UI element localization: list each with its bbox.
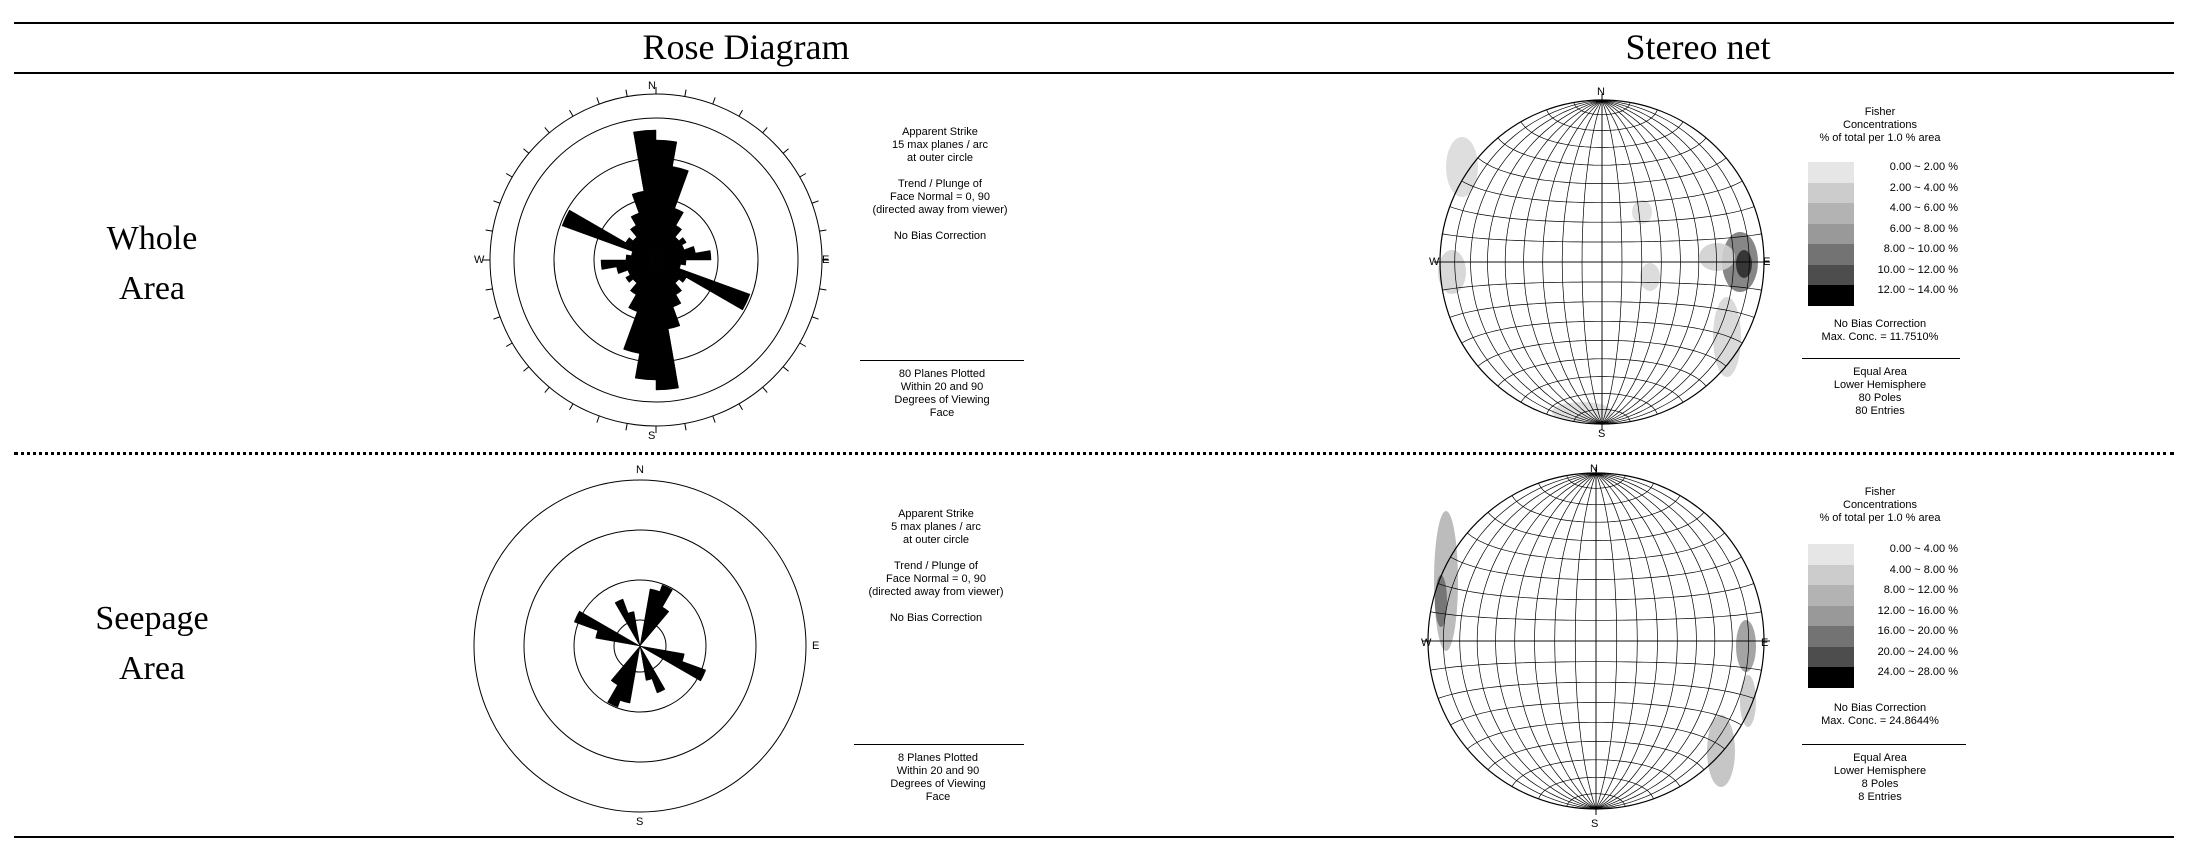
rose1-north-label: N — [648, 80, 656, 92]
footer-line: 80 Poles — [1858, 392, 1902, 404]
rose2-footer — [856, 752, 1020, 804]
note-line: Max. Conc. = 11.7510% — [1821, 331, 1939, 343]
info-line — [860, 217, 1020, 230]
footer-line: 8 Planes Plotted — [897, 752, 979, 764]
legend-title-line: Concentrations — [1843, 499, 1917, 511]
rose1-tick — [545, 387, 549, 392]
rose1-tick — [523, 367, 528, 371]
rose1-footer — [860, 368, 1024, 420]
stereo1-density-blob — [1640, 263, 1660, 291]
footer-line: Lower Hemisphere — [1833, 765, 1927, 777]
stereo1-notes — [1800, 318, 1960, 344]
legend-swatch — [1808, 626, 1854, 647]
stereo2-legend-title — [1800, 486, 1960, 525]
footer-line: Face — [925, 791, 951, 803]
stereo2-density-blob — [1736, 620, 1756, 672]
rose1-tick — [597, 416, 599, 423]
rose2-info — [856, 508, 1016, 625]
stereo2-density-blob — [1707, 715, 1735, 787]
info-line: Trend / Plunge of — [898, 178, 982, 190]
stereo2-density-blob — [1740, 675, 1756, 727]
footer-line: 80 Entries — [1855, 405, 1905, 417]
info-line: at outer circle — [902, 534, 970, 546]
info-line: 5 max planes / arc — [891, 521, 981, 533]
legend-label: 12.00 ~ 16.00 % — [1877, 604, 1958, 617]
rose1-group — [483, 87, 829, 433]
rose1-tick — [763, 387, 767, 392]
rose1-tick — [800, 174, 806, 178]
rose1-tick — [486, 230, 493, 231]
rose1-tick — [819, 289, 826, 290]
legend-label: 6.00 ~ 8.00 % — [1889, 222, 1958, 235]
legend-swatch — [1808, 162, 1854, 183]
rose1-tick — [506, 174, 512, 178]
legend-label: 4.00 ~ 8.00 % — [1889, 563, 1958, 576]
footer-line: Degrees of Viewing — [894, 394, 990, 406]
rose2-north-label: N — [636, 464, 644, 476]
row-label-line: Seepage — [95, 600, 209, 637]
rose1-tick — [626, 90, 627, 97]
legend-swatch — [1808, 667, 1854, 688]
rose1-tick — [570, 404, 574, 410]
rose1-tick — [493, 201, 500, 203]
stereo2-density-blob — [1435, 575, 1447, 627]
rose1-tick — [626, 423, 627, 430]
rose1-tick — [685, 90, 686, 97]
rose2-group — [474, 480, 806, 812]
stereo2-footer — [1800, 752, 1960, 804]
rose2-footer-rule — [854, 744, 1024, 745]
row-label-line: Whole — [106, 220, 198, 257]
stereo2-notes — [1800, 702, 1960, 728]
legend-swatch — [1808, 224, 1854, 245]
info-line: at outer circle — [906, 152, 974, 164]
legend-label: 10.00 ~ 12.00 % — [1877, 263, 1958, 276]
rose1-tick — [819, 230, 826, 231]
footer-line: Within 20 and 90 — [900, 381, 984, 393]
info-line: (directed away from viewer) — [872, 204, 1008, 216]
legend-swatch — [1808, 285, 1854, 306]
footer-line: Face — [929, 407, 955, 419]
rose1-tick — [545, 127, 549, 132]
rose2-south-label: S — [636, 816, 644, 828]
stereo2-east-label: E — [1761, 637, 1769, 649]
rose1-tick — [506, 343, 512, 347]
footer-line: 80 Planes Plotted — [898, 368, 986, 380]
rose2-east-label: E — [812, 640, 820, 652]
legend-title-line: Fisher — [1864, 106, 1896, 118]
rose1-tick — [713, 97, 715, 104]
info-line: 15 max planes / arc — [892, 139, 988, 151]
stereo1-east-label: E — [1763, 256, 1771, 268]
info-line: Face Normal = 0, 90 — [890, 191, 990, 203]
legend-swatch — [1808, 183, 1854, 204]
legend-label: 0.00 ~ 2.00 % — [1889, 161, 1958, 173]
rose1-tick — [493, 317, 500, 319]
legend-swatch — [1808, 544, 1854, 565]
stereo2-south-label: S — [1591, 818, 1599, 830]
footer-line: Lower Hemisphere — [1833, 379, 1927, 391]
legend-label: 12.00 ~ 14.00 % — [1877, 284, 1958, 296]
info-line: (directed away from viewer) — [868, 586, 1004, 598]
stereo2-north-label: N — [1590, 463, 1598, 475]
row-label-line: Area — [118, 270, 186, 307]
rose1-tick — [763, 127, 767, 132]
rose1-footer-rule — [860, 360, 1024, 361]
info-line: Trend / Plunge of — [894, 560, 978, 572]
stereo1-north-label: N — [1597, 86, 1605, 98]
stereo1-density-blob — [1736, 250, 1752, 278]
legend-label: 2.00 ~ 4.00 % — [1889, 181, 1958, 194]
footer-line: Within 20 and 90 — [896, 765, 980, 777]
row-label-line: Area — [118, 650, 186, 687]
legend-swatch — [1808, 585, 1854, 606]
stereo2-footer-rule — [1802, 744, 1966, 745]
note-line: No Bias Correction — [1833, 702, 1927, 714]
footer-line: Equal Area — [1853, 366, 1907, 378]
stereo1-west-label: W — [1429, 256, 1440, 268]
stereo1-south-label: S — [1598, 428, 1606, 440]
legend-label: 8.00 ~ 12.00 % — [1883, 584, 1958, 596]
stereo1-footer — [1800, 366, 1960, 418]
footer-line: 8 Entries — [1858, 791, 1902, 803]
stereo-net-header: Stereo net — [1625, 27, 1771, 67]
rose1-tick — [739, 110, 743, 116]
note-line: Max. Conc. = 24.8644% — [1821, 715, 1939, 727]
rose1-tick — [739, 404, 743, 410]
info-line: No Bias Correction — [893, 230, 987, 242]
info-line: Apparent Strike — [898, 508, 974, 520]
rose1-tick — [685, 423, 686, 430]
legend-swatch — [1808, 647, 1854, 668]
legend-label: 16.00 ~ 20.00 % — [1877, 625, 1958, 637]
legend-swatch — [1808, 606, 1854, 627]
info-line: Face Normal = 0, 90 — [886, 573, 986, 585]
rose1-tick — [713, 416, 715, 423]
rose1-tick — [597, 97, 599, 104]
rose1-tick — [812, 201, 819, 203]
legend-swatch — [1808, 265, 1854, 286]
rose1-tick — [783, 149, 788, 153]
rose-diagram-header: Rose Diagram — [642, 27, 850, 67]
footer-line: 8 Poles — [1861, 778, 1899, 790]
footer-line: Equal Area — [1853, 752, 1907, 764]
info-line — [856, 599, 1016, 612]
legend-label: 8.00 ~ 10.00 % — [1883, 243, 1958, 255]
stereo1-density-blob — [1446, 137, 1478, 197]
footer-line: Degrees of Viewing — [890, 778, 986, 790]
stereo1-density-blob — [1632, 200, 1652, 224]
legend-title-line: % of total per 1.0 % area — [1819, 132, 1941, 144]
legend-title-line: Fisher — [1864, 486, 1896, 498]
rose1-tick — [486, 289, 493, 290]
rose1-tick — [523, 149, 528, 153]
legend-label: 20.00 ~ 24.00 % — [1877, 645, 1958, 658]
legend-title-line: % of total per 1.0 % area — [1819, 512, 1941, 524]
info-line — [860, 165, 1020, 178]
legend-label: 0.00 ~ 4.00 % — [1889, 543, 1958, 555]
rose1-tick — [783, 367, 788, 371]
info-line — [856, 547, 1016, 560]
stereo1-legend-title — [1800, 106, 1960, 145]
rose1-tick — [570, 110, 574, 116]
info-line: Apparent Strike — [902, 126, 978, 138]
legend-title-line: Concentrations — [1843, 119, 1917, 131]
rose1-west-label: W — [474, 254, 485, 266]
rose1-south-label: S — [648, 430, 656, 442]
rose1-info — [860, 126, 1020, 243]
stereo1-footer-rule — [1802, 358, 1960, 359]
stereo2-group — [1422, 467, 1770, 815]
legend-swatch — [1808, 203, 1854, 224]
rose1-tick — [812, 317, 819, 319]
legend-swatch — [1808, 244, 1854, 265]
rose1-east-label: E — [822, 254, 830, 266]
rose1-tick — [800, 343, 806, 347]
legend-swatch — [1808, 565, 1854, 586]
stereo2-west-label: W — [1421, 637, 1432, 649]
legend-label: 24.00 ~ 28.00 % — [1877, 666, 1958, 678]
info-line: No Bias Correction — [889, 612, 983, 624]
legend-label: 4.00 ~ 6.00 % — [1889, 202, 1958, 214]
stereo1-density-blob — [1699, 243, 1735, 271]
note-line: No Bias Correction — [1833, 318, 1927, 330]
stereo1-group — [1434, 94, 1770, 430]
